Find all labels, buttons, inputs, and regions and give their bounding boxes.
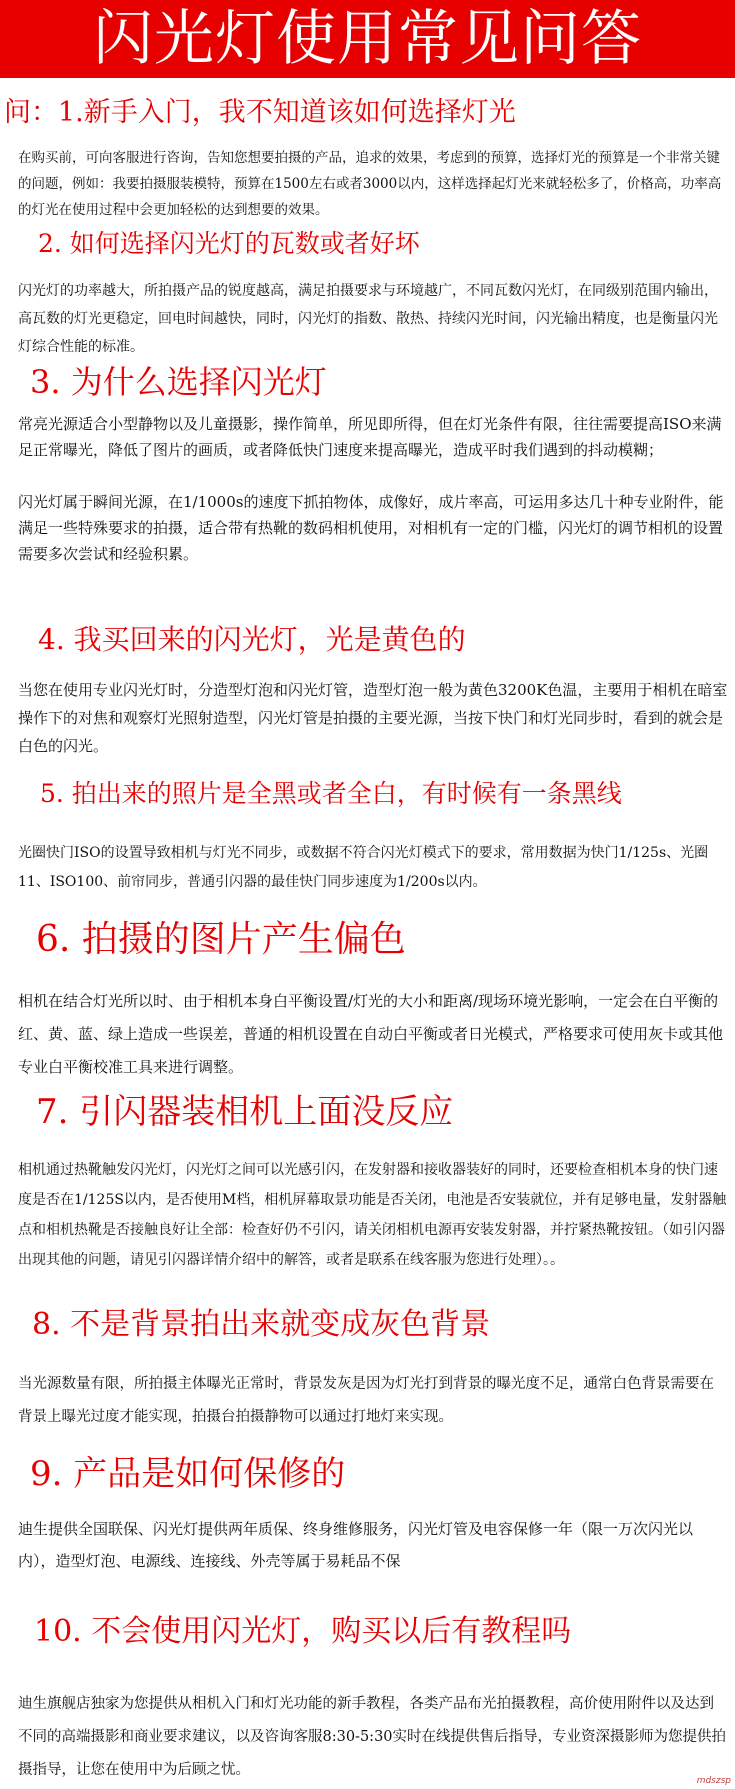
faq-answer-3a: 常亮光源适合小型静物以及儿童摄影，操作简单，所见即所得，但在灯光条件有限，往往需要提高ISO来满足正常曝光，降低了图片的画质，或者降低快门速度来提高曝光，造成平时我们遇到的抖动模糊； (18, 415, 722, 459)
faq-answer-7: 相机通过热靴触发闪光灯，闪光灯之间可以光感引闪，在发射器和接收器装好的同时，还要检查相机本身的快门速度是否在1/125S以内，是否使用M档，相机屏幕取景功能是否关闭，电池是否安装就位，并有足够电量，发射器触点和相机热靴是否接触良好让全部：检查好仍不引闪，请关闭相机电源再安装发射器，并拧紧热靴按钮。（如引闪器出现其他的问题，请见引闪器详情介绍中的解答，或者是联系在线客服为您进行处理）。。 (18, 1162, 727, 1268)
faq-question-3: 3. 为什么选择闪光灯 (30, 363, 327, 401)
faq-question-6: 6. 拍摄的图片产生偏色 (36, 919, 406, 960)
faq-question-4: 4. 我买回来的闪光灯，光是黄色的 (38, 623, 466, 656)
faq-answer-1: 在购买前，可向客服进行咨询，告知您想要拍摄的产品，追求的效果，考虑到的预算，选择灯光的预算是一个非常关键的问题，例如：我要拍摄服装模特，预算在1500左右或者3000以内，这样选择起灯光来就轻松多了，价格高，功率高的灯光在使用过程中会更加轻松的达到想要的效果。 (18, 150, 722, 218)
faq-answer-4: 当您在使用专业闪光灯时，分造型灯泡和闪光灯管，造型灯泡一般为黄色3200K色温，主要用于相机在暗室操作下的对焦和观察灯光照射造型，闪光灯管是拍摄的主要光源，当按下快门和灯光同步时，看到的就会是白色的闪光。 (18, 681, 728, 755)
watermark: mdszsp (696, 1776, 731, 1786)
faq-question-8: 8. 不是背景拍出来就变成灰色背景 (32, 1307, 491, 1342)
faq-question-9: 9. 产品是如何保修的 (30, 1454, 346, 1494)
faq-answer-9: 迪生提供全国联保、闪光灯提供两年质保、终身维修服务，闪光灯管及电容保修一年（限一万次闪光以内），造型灯泡、电源线、连接线、外壳等属于易耗品不保 (18, 1520, 694, 1570)
faq-answer-10: 迪生旗舰店独家为您提供从相机入门和灯光功能的新手教程，各类产品布光拍摄教程，高价使用附件以及达到不同的高端摄影和商业要求建议，以及咨询客服8:30-5:30实时在线提供售后指导，专业资深摄影师为您提供拍摄指导，让您在使用中为后顾之忧。 (18, 1696, 727, 1778)
page-title: 闪光灯使用常见问答 (93, 4, 642, 74)
faq-answer-8: 当光源数量有限，所拍摄主体曝光正常时，背景发灰是因为灯光打到背景的曝光度不足，通常白色背景需要在背景上曝光过度才能实现，拍摄台拍摄静物可以通过打地灯来实现。 (18, 1376, 714, 1425)
faq-answer-3b: 闪光灯属于瞬间光源，在1/1000s的速度下抓拍物体，成像好，成片率高，可运用多达几十种专业附件，能满足一些特殊要求的拍摄，适合带有热靴的数码相机使用，对相机有一定的门槛，闪光灯的调节相机的设置需要多次尝试和经验积累。 (18, 493, 724, 563)
faq-question-7: 7. 引闪器装相机上面没反应 (36, 1092, 454, 1132)
faq-answer-5: 光圈快门ISO的设置导致相机与灯光不同步，或数据不符合闪光灯模式下的要求，常用数据为快门1/125s、光圈11、ISO100、前帘同步，普通引闪器的最佳快门同步速度为1/200s以内。 (18, 845, 709, 890)
faq-question-5: 5. 拍出来的照片是全黑或者全白，有时候有一条黑线 (40, 779, 622, 808)
faq-question-1: 问：1.新手入门，我不知道该如何选择灯光 (4, 97, 516, 128)
faq-question-2: 2. 如何选择闪光灯的瓦数或者好坏 (38, 229, 420, 258)
title-banner (0, 0, 735, 78)
faq-answer-2: 闪光灯的功率越大，所拍摄产品的锐度越高，满足拍摄要求与环境越广，不同瓦数闪光灯，在同级别范围内输出，高瓦数的灯光更稳定，回电时间越快，同时，闪光灯的指数、散热、持续闪光时间，闪光输出精度，也是衡量闪光灯综合性能的标准。 (18, 283, 718, 355)
faq-question-10: 10. 不会使用闪光灯，购买以后有教程吗 (34, 1614, 572, 1649)
faq-answer-6: 相机在结合灯光所以时、由于相机本身白平衡设置/灯光的大小和距离/现场环境光影响，一定会在白平衡的红、黄、蓝、绿上造成一些误差，普通的相机设置在自动白平衡或者日光模式，严格要求可使用灰卡或其他专业白平衡校准工具来进行调整。 (18, 992, 724, 1076)
